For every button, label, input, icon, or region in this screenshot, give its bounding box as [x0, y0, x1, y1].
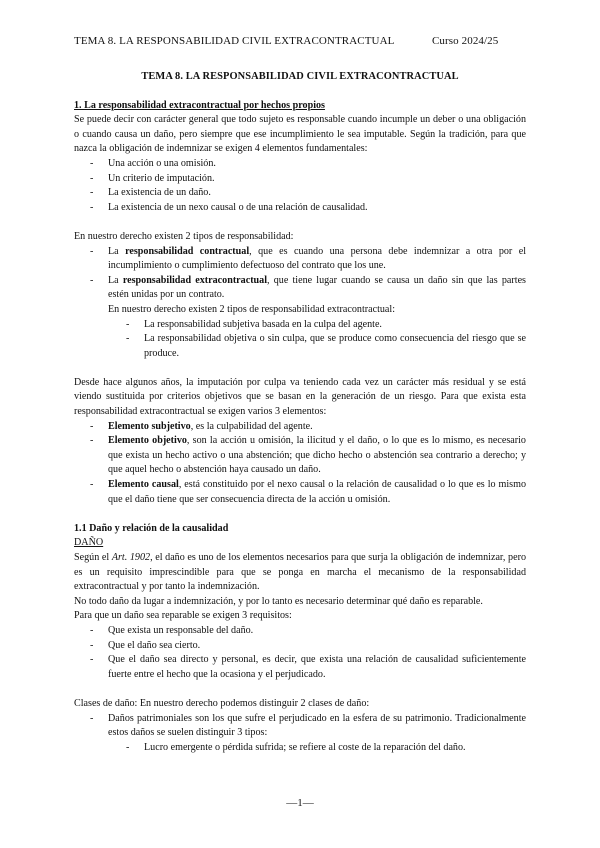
list-item: - Elemento objetivo, son la acción u omisión, la ilicitud y el daño, o lo que es lo mismo, es necesario que exista un hecho activo o una abstención; que dicho hecho o abstención sea contrario a derecho; y que aquel hecho o abstención haya causado un daño. [74, 434, 526, 478]
bold-term: responsabilidad contractual [125, 245, 250, 257]
list-item: - La responsabilidad subjetiva basada en la culpa del agente. [108, 318, 526, 333]
bold-term: Elemento subjetivo [108, 420, 191, 432]
subsection-label: DAÑO [74, 537, 104, 549]
list-item: - Que exista un responsable del daño. [74, 624, 526, 639]
list-item: - La responsabilidad objetiva o sin culpa, que se produce como consecuencia del riesgo que se produce. [108, 332, 526, 361]
list-item: - La existencia de un daño. [74, 186, 526, 201]
paragraph: En nuestro derecho existen 2 tipos de responsabilidad extracontractual: [108, 303, 396, 315]
document-title: TEMA 8. LA RESPONSABILIDAD CIVIL EXTRACONTRACTUAL [141, 71, 459, 82]
paragraph: Para que un daño sea reparable se exigen 3 requisitos: [74, 610, 292, 622]
paragraph: Según el Art. 1902, el daño es uno de los elementos necesarios para que surja la obligación de indemnizar, pero es un requisito imprescindible para que se ponga en marcha el mecanismo de la responsabilidad extracontractual y por tanto la indemnización. [74, 552, 526, 593]
paragraph: En nuestro derecho existen 2 tipos de responsabilidad: [74, 230, 294, 242]
article-reference: Art. 1902 [111, 552, 151, 563]
header-course: Curso 2024/25 [432, 35, 499, 47]
list-item: - La responsabilidad contractual, que es cuando una persona debe indemnizar a otra por el incumplimiento o cumplimiento defectuoso del contrato que los une. [74, 245, 526, 274]
paragraph: Clases de daño: En nuestro derecho podemos distinguir 2 clases de daño: [74, 697, 370, 709]
types-list [74, 245, 526, 303]
list-item: - Elemento causal, está constituido por el nexo causal o la relación de causalidad o lo que es lo mismo que el daño tiene que ser consecuencia directa de la acción u omisión. [74, 478, 526, 507]
extra-types-list [108, 318, 526, 362]
elements-list [74, 157, 526, 215]
list-item: - Elemento subjetivo, es la culpabilidad del agente. [74, 420, 526, 435]
paragraph: Se puede decir con carácter general que todo sujeto es responsable cuando incumple un deber o una obligación o cuando causa un daño, pero siempre que ese incumplimiento le sea imputable. Según la tradición, para que nazca la obligación de indemnizar se exigen 4 elementos fundamentales: [74, 114, 526, 155]
clases-list [74, 712, 526, 741]
list-item: - Que el daño sea cierto. [74, 639, 526, 654]
header-title: TEMA 8. LA RESPONSABILIDAD CIVIL EXTRACONTRACTUAL [74, 35, 395, 47]
requisitos-list [74, 624, 526, 682]
list-item: - Que el daño sea directo y personal, es decir, que exista una relación de causalidad suficientemente fuerte entre el hecho que la ocasiona y el perjudicado. [74, 653, 526, 682]
paragraph: Desde hace algunos años, la imputación por culpa va teniendo cada vez un carácter más residual y se está viendo sustituida por criterios objetivos que se basan en la generación de un riesgo. Para que exista esta responsabilidad extracontractual se exigen varios 3 elementos: [74, 376, 526, 418]
list-item: - La responsabilidad extracontractual, que tiene lugar cuando se causa un daño sin que las partes estén unidas por un contrato. [74, 274, 526, 303]
list-item: - Daños patrimoniales son los que sufre el perjudicado en la esfera de su patrimonio. Tradicionalmente estos daños se suelen distinguir 3 tipos: [74, 712, 526, 741]
list-item: - Una acción o una omisión. [74, 157, 526, 172]
tipos-list [108, 741, 526, 756]
list-item: - La existencia de un nexo causal o de una relación de causalidad. [74, 201, 526, 216]
paragraph: No todo daño da lugar a indemnización, y por lo tanto es necesario determinar qué daño es reparable. [74, 595, 483, 607]
section-heading: 1. La responsabilidad extracontractual por hechos propios [74, 99, 325, 111]
bold-term: responsabilidad extracontractual [122, 274, 268, 286]
required-elements-list [74, 420, 526, 508]
list-item: - Lucro emergente o pérdida sufrida; se refiere al coste de la reparación del daño. [108, 741, 526, 756]
page-number: —1— [286, 797, 314, 809]
document-body [74, 70, 526, 755]
subsection-heading: 1.1 Daño y relación de la causalidad [74, 522, 229, 534]
bold-term: Elemento causal [108, 479, 179, 491]
list-item: - Un criterio de imputación. [74, 172, 526, 187]
bold-term: Elemento objetivo [108, 435, 187, 447]
